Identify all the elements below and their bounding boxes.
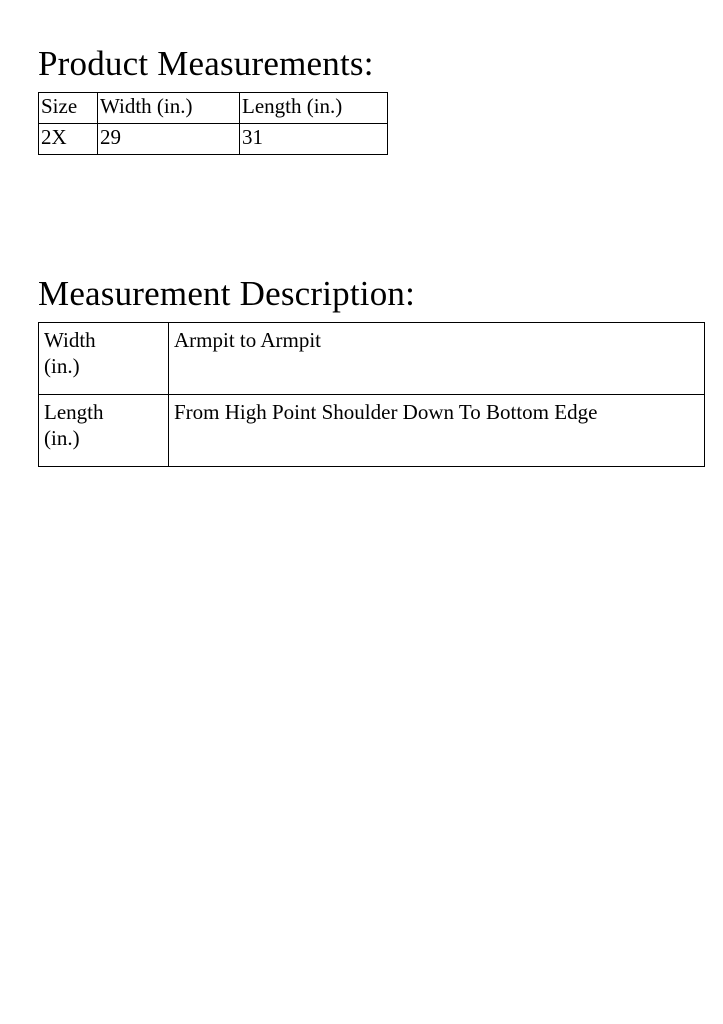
table-row [39, 395, 705, 467]
product-measurements-title: Product Measurements: [38, 44, 374, 83]
label-line-1: Width [44, 328, 96, 352]
table-header-row [39, 93, 388, 124]
product-measurements-table [38, 92, 388, 155]
cell-measurement-label-width [39, 323, 169, 395]
measurement-description-table [38, 322, 705, 467]
measurement-description-title: Measurement Description: [38, 274, 416, 313]
cell-measurement-description-width: Armpit to Armpit [169, 323, 705, 395]
cell-width: 29 [98, 124, 240, 155]
table-row [39, 124, 388, 155]
label-line-2: (in.) [44, 354, 80, 378]
cell-measurement-description-length: From High Point Shoulder Down To Bottom Edge [169, 395, 705, 467]
column-header-length: Length (in.) [240, 93, 388, 124]
cell-size: 2X [39, 124, 98, 155]
label-line-2: (in.) [44, 426, 80, 450]
cell-measurement-label-length [39, 395, 169, 467]
cell-length: 31 [240, 124, 388, 155]
column-header-width: Width (in.) [98, 93, 240, 124]
column-header-size: Size [39, 93, 98, 124]
label-line-1: Length [44, 400, 104, 424]
table-row [39, 323, 705, 395]
